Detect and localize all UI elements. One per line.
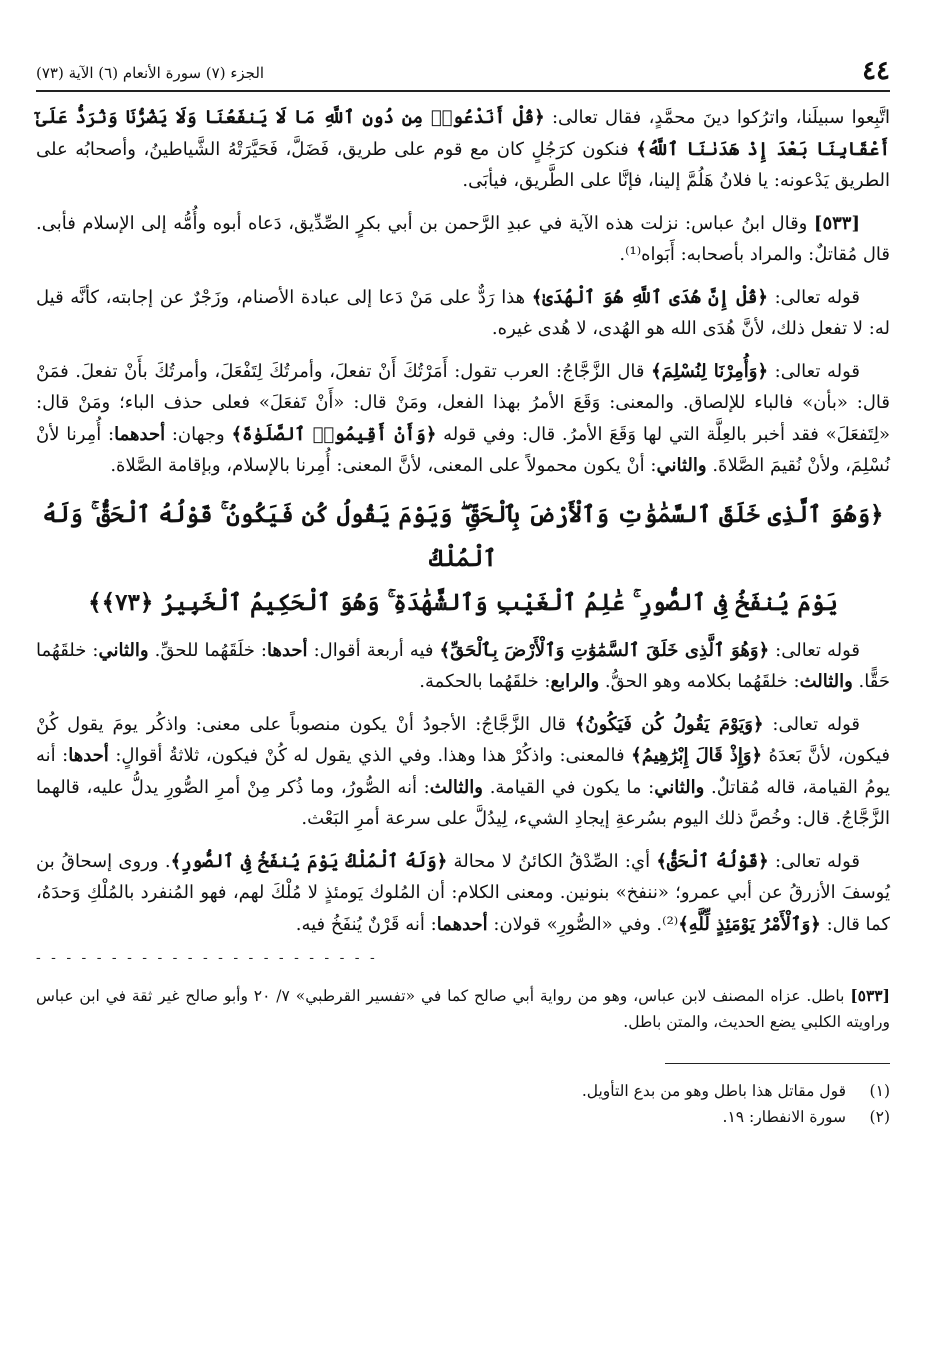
emphasized-text: ﴿وَهُوَ ٱلَّذِى خَلَقَ ٱلسَّمَٰوَٰتِ وَٱلْأَرْضَ بِٱلْحَقِّ﴾ — [439, 639, 770, 661]
text-run: فيه أربعة أقوال: — [307, 639, 440, 661]
text-run: قوله تعالى: — [767, 286, 860, 308]
commentary-section-1 — [36, 102, 890, 482]
emphasized-text: ﴿وَأَنْ أَقِيمُوا۟ ٱلصَّلَوٰةَ﴾ — [231, 423, 437, 445]
text-run: : ما يكون في القيامة. — [483, 776, 655, 798]
emphasized-text: والثالث — [799, 671, 853, 692]
takhrij-label: [٥٣٣] — [850, 986, 890, 1005]
paragraph — [36, 282, 890, 345]
text-run: : أنه قَرْنٌ يُنفَخُ فيه. — [295, 913, 437, 935]
footnote-number: (١) — [869, 1082, 890, 1100]
separator-line: - - - - - - - - - - - - - - - - - - - - - - - — [36, 950, 378, 966]
emphasized-text: والرابع — [550, 671, 600, 692]
text-run: قال الزَّجَّاجُ: العرب تقول: أَمَرْتُكَ أَنْ تفعلَ، وأمرتُكَ لِتَفْعَلَ، وأمرتُكَ بأَنْ تفعلَ. فمَنْ قال: «بأن» فالباء للإلصاق. والمعنى: وَقَعَ الأمرُ بهذا الفعل، ومَنْ قال: «أَنْ تَفعَلَ» فعلى حذف الباء؛ ومَنْ قال: «لِتَفعَلَ» فقد أخبر بالعِلَّة التي لها وَقَعَ الأمرُ. قال: وفي قوله — [36, 360, 891, 445]
text-run: فالمعنى: واذكُرْ هذا وهذا. وفي الذي يقول له كُنْ فيكون، ثلاثةُ أقوالٍ: — [108, 745, 632, 766]
emphasized-text: والثاني — [654, 776, 705, 798]
running-head: الجزء (٧) سورة الأنعام (٦) الآية (٧٣) — [36, 64, 265, 82]
text-run: : أنه يومُ القيامة، قاله مُقاتلٌ. — [36, 745, 890, 798]
emphasized-text: ﴿وَإِذْ قَالَ إِبْرَٰهِيمُ﴾ — [631, 745, 763, 766]
text-run: : أنْ يكون محمولاً على المعنى، لأنَّ المعنى: أُمِرنا بالإسلام، وبإقامة الصَّلاة. — [110, 455, 657, 476]
footnote-text: سورة الانفطار: ١٩. — [722, 1108, 846, 1126]
text-run: ⁽²⁾ — [662, 913, 679, 935]
text-run: : أنه الصُّورُ، وما ذُكر مِنْ أمرِ الصُّورِ يدلُّ عليه، قالهما الزَّجَّاجُ. قال: وخُصَّ ذلك اليوم بسُرعةِ إيجادِ الشيء، لِيدُلَّ على سرعة أمرِ البَعْث. — [36, 776, 890, 829]
emphasized-text: ﴿قَوْلُهُ ٱلْحَقُّ﴾ — [656, 850, 769, 872]
paragraph — [36, 208, 890, 271]
text-run: وقال ابنُ عباس: نزلت هذه الآية في عبدِ الرَّحمن بن أبي بكرٍ الصِّدِّيق، دَعاه أبوه وأُمُّه إلى الإسلام فأبى. قال مُقاتلٌ: والمراد بأصحابه: أَبَواه — [36, 212, 890, 265]
text-run: قوله تعالى: — [768, 850, 860, 872]
text-run: . — [619, 244, 626, 265]
page-header — [36, 40, 890, 92]
emphasized-text: ﴿وَلَهُ ٱلْمُلْكُ يَوْمَ يُنفَخُ فِى ٱلصُّورِ﴾ — [170, 850, 448, 872]
emphasized-text: أحدها — [68, 745, 109, 766]
emphasized-text: ﴿وَيَوْمَ يَقُولُ كُن فَيَكُونُ﴾ — [574, 713, 764, 735]
text-run: قوله تعالى: — [769, 639, 860, 661]
takhrij-note — [36, 983, 890, 1035]
paragraph — [36, 635, 890, 698]
footnote-2 — [36, 1104, 890, 1130]
emphasized-text: ﴿وَٱلْأَمْرُ يَوْمَئِذٍ لِّلَّهِ﴾ — [678, 913, 821, 935]
text-run: قال الزَّجَّاجُ: الأجودُ أنْ يكون منصوباً على معنى: واذكُر يومَ يقول كُنْ فيكون، لأنَّ بَعدَهُ — [36, 713, 890, 766]
text-run: : خلقَهُما بكلامه وهو الحقُّ. — [599, 671, 800, 692]
emphasized-text: أحدهما — [436, 913, 488, 935]
emphasized-text: ﴿قُلْ إِنَّ هُدَى ٱللَّهِ هُوَ ٱلْهُدَىٰ﴾ — [531, 286, 768, 308]
text-run: : خلقَهُما حَقًّا. — [36, 639, 890, 692]
footnote-text: قول مقاتل هذا باطل وهو من بدع التأويل. — [581, 1082, 846, 1100]
footnote-number: (٢) — [869, 1108, 890, 1126]
verse-line-1: ﴿وَهُوَ ٱلَّذِى خَلَقَ ٱلسَّمَٰوَٰتِ وَٱلْأَرْضَ بِٱلْحَقِّ ۖ وَيَوْمَ يَقُولُ كُن فَيَكُونُ ۚ قَوْلُهُ ٱلْحَقُّ ۚ وَلَهُ ٱلْمُلْكُ — [42, 500, 884, 572]
text-run: هذا رَدٌّ على مَنْ دَعا إلى عبادة الأصنام، وزَجْرٌ عن إجابته، كأنَّه قيل له: لا تفعل ذلك، لأنَّ هُدَى الله هو الهُدى، لا هُدى غيره. — [36, 286, 890, 339]
emphasized-text: ﴿قُلْ أَنَدْعُوا۟ مِن دُونِ ٱللَّهِ مَا لَا يَنفَعُنَا وَلَا يَضُرُّنَا وَنُرَدُّ عَلَىٰٓ أَعْقَابِنَا بَعْدَ إِذْ هَدَىٰنَا ٱللَّهُ﴾ — [36, 107, 890, 160]
emphasized-text: ﴿وَأُمِرْنَا لِنُسْلِمَ﴾ — [651, 360, 769, 382]
emphasized-text: والثالث — [429, 776, 483, 798]
text-run: فنكون كرَجُلٍ كان مع قوم على طريق، فَضَلَّ، فَحَيَّرَتْهُ الشَّياطينُ، وأصحابُه على الطريق يَدْعونه: يا فلانُ هَلُمَّ إلينا، فإنَّا على الطَّريق، فيأبَى. — [36, 138, 890, 191]
paragraph — [36, 846, 890, 941]
emphasized-text: [٥٣٣] — [813, 212, 860, 234]
emphasized-text: أحدها — [267, 639, 308, 661]
paragraph — [36, 709, 890, 835]
page-body — [36, 102, 890, 1130]
emphasized-text: والثاني — [98, 639, 149, 661]
emphasized-text: أحدهما — [114, 423, 166, 445]
quran-verse — [36, 493, 890, 625]
book-page — [36, 40, 890, 1340]
text-run: . وروى إسحاقُ بن يُوسفَ الأزرقُ عن أبي عمرو؛ «ننفخ» بنونين. ومعنى الكلام: أن المُلوك يَومئذٍ لا مُلْكَ لهم، فهو المُنفرد بالمُلْكِ وَحدَهُ، كما قال: — [36, 850, 890, 935]
text-run: قوله تعالى: — [763, 713, 860, 735]
footnote-rule — [665, 1063, 890, 1064]
text-run: قوله تعالى: — [768, 360, 860, 382]
emphasized-text: والثاني — [656, 455, 707, 476]
text-run: : أُمِرنا لأنْ نُسْلِمَ، ولأنْ نُقيمَ الصَّلاةَ. — [36, 423, 890, 476]
paragraph — [36, 102, 890, 197]
text-run: : خلَقَهُما للحقِّ. — [148, 639, 267, 661]
commentary-section-2 — [36, 635, 890, 941]
verse-line-2: يَوْمَ يُنفَخُ فِى ٱلصُّورِ ۚ عَٰلِمُ ٱلْغَيْبِ وَٱلشَّهَٰدَةِ ۚ وَهُوَ ٱلْحَكِيمُ ٱلْخَبِيرُ ﴿٧٣﴾﴾ — [88, 588, 838, 616]
page-number: ٤٤ — [862, 56, 890, 86]
text-run: . وفي «الصُّورِ» قولان: — [487, 913, 663, 935]
text-run: وجهان: — [165, 423, 232, 445]
text-run: : خلقَهُما بالحكمة. — [419, 671, 551, 692]
text-run: أي: الصِّدْقُ الكائنُ لا محالة — [447, 850, 657, 872]
footnote-1 — [36, 1078, 890, 1104]
takhrij-text: باطل. عزاه المصنف لابن عباس، وهو من رواية أبي صالح كما في «تفسير القرطبي» ٧/ ٢٠ وأبو صالح غير ثقة في ابن عباس وراويته الكلبي يضع الحديث، والمتن باطل. — [36, 987, 890, 1031]
text-run: اتَّبِعوا سبيلَنا، واترُكوا دينَ محمَّدٍ، فقال تعالى: — [544, 107, 890, 128]
paragraph — [36, 356, 890, 482]
text-run: ⁽¹⁾ — [625, 244, 642, 265]
